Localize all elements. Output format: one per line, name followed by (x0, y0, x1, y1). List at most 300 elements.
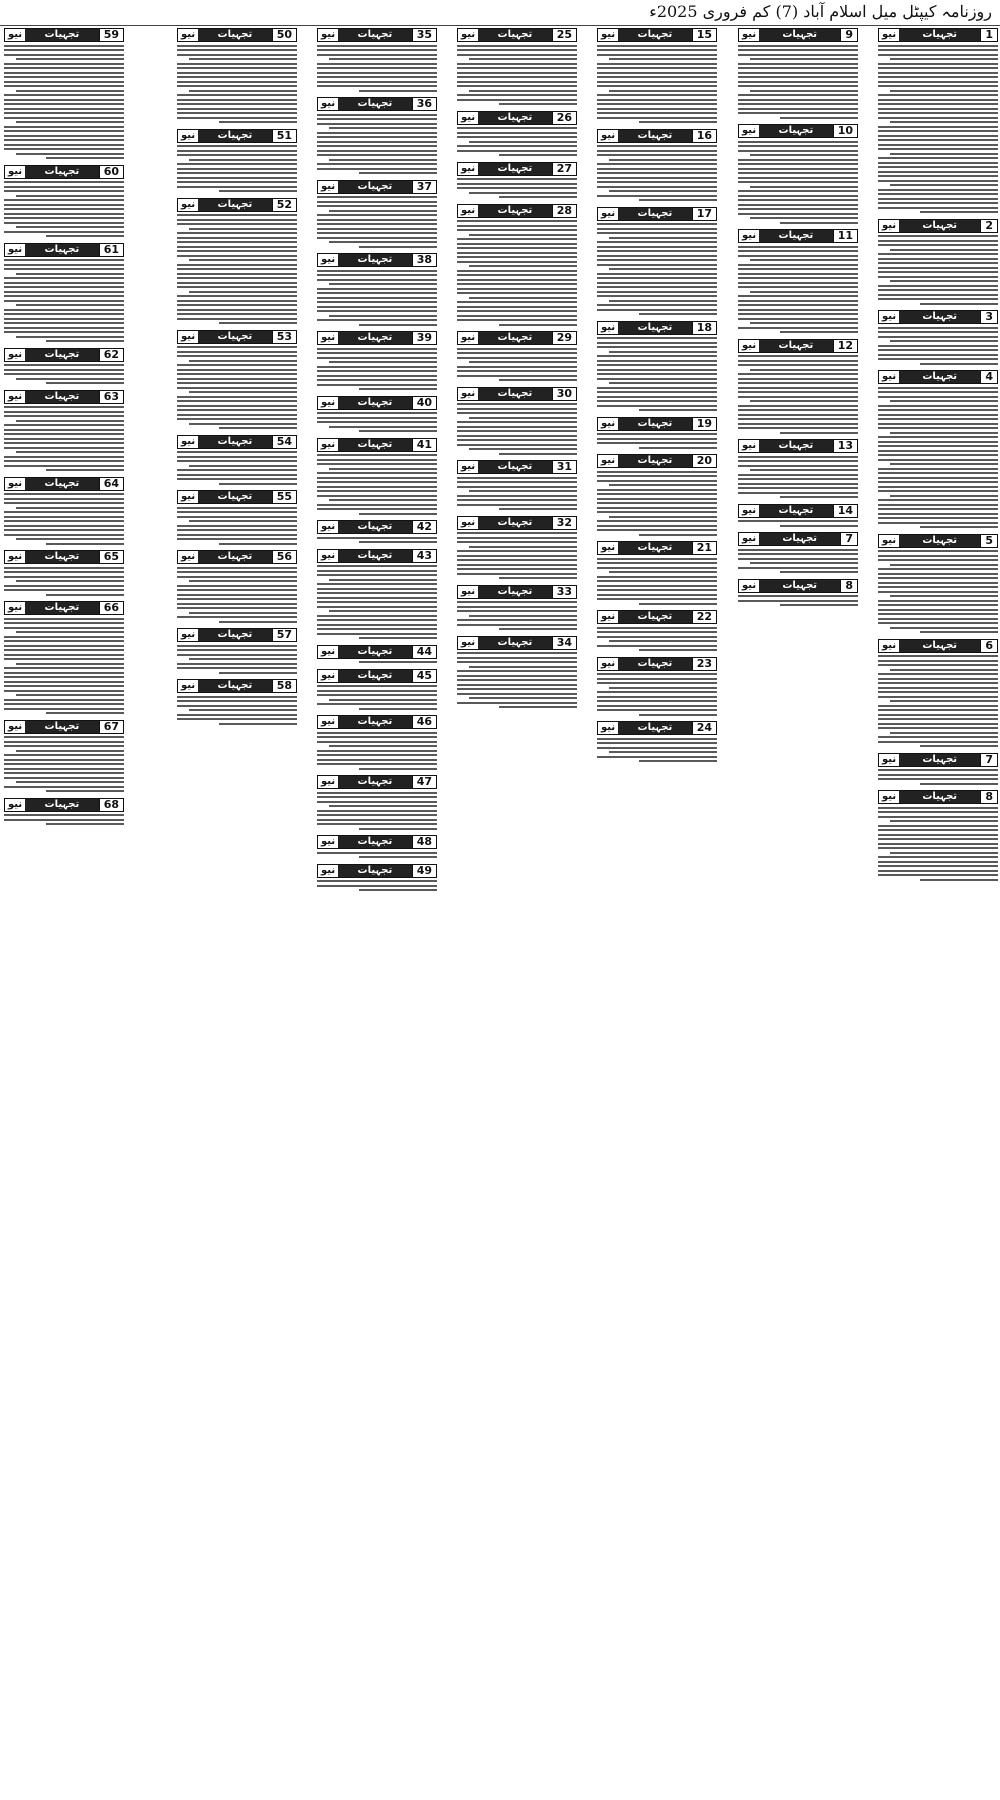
news-item-body (317, 267, 437, 328)
text-line (189, 58, 297, 60)
text-line (597, 585, 717, 587)
text-line (738, 600, 858, 602)
text-line (878, 472, 998, 474)
text-line (499, 324, 577, 326)
news-item-label: تجہیات (198, 680, 272, 692)
text-line (189, 259, 297, 261)
news-item-body (597, 624, 717, 654)
text-line (4, 204, 124, 206)
news-item-tag: نیو (458, 112, 478, 124)
text-line (597, 558, 717, 560)
news-item-tag: نیو (318, 670, 338, 682)
news-item (317, 253, 437, 328)
news-item-number: 37 (412, 181, 436, 193)
text-line (750, 400, 858, 402)
text-line (738, 190, 858, 192)
news-item (177, 198, 297, 327)
news-item-label: تجہیات (25, 602, 99, 614)
text-line (4, 186, 124, 188)
news-item-number: 18 (692, 322, 716, 334)
news-item-label: تجہیات (338, 646, 412, 658)
text-line (4, 667, 124, 669)
text-line (457, 619, 577, 621)
news-item-tag: نیو (598, 455, 618, 467)
text-line (317, 232, 437, 234)
text-line (4, 819, 124, 821)
text-line (890, 463, 998, 465)
news-item-number: 3 (980, 311, 997, 323)
text-line (177, 378, 297, 380)
news-item-tag: نیو (318, 332, 338, 344)
text-line (317, 301, 437, 303)
text-line (457, 564, 577, 566)
text-line (738, 300, 858, 302)
text-line (457, 375, 577, 377)
text-line (359, 246, 437, 248)
text-line (878, 741, 998, 743)
news-item-header (4, 550, 124, 564)
news-item-tag: نیو (879, 535, 899, 547)
news-item-number: 6 (980, 640, 997, 652)
text-line (189, 423, 297, 425)
text-line (597, 480, 717, 482)
news-item-number: 45 (412, 670, 436, 682)
text-line (177, 163, 297, 165)
text-line (639, 714, 717, 716)
news-item-header (4, 243, 124, 257)
text-line (457, 220, 577, 222)
text-line (780, 571, 858, 573)
text-line (329, 745, 437, 747)
text-line (177, 300, 297, 302)
text-line (597, 489, 717, 491)
text-line (4, 373, 124, 375)
text-line (878, 445, 998, 447)
text-line (890, 58, 998, 60)
text-line (329, 468, 437, 470)
text-line (177, 571, 297, 573)
text-line (219, 543, 297, 545)
text-line (4, 313, 124, 315)
text-line (469, 297, 577, 299)
text-line (878, 829, 998, 831)
text-line (4, 456, 124, 458)
text-line (317, 685, 437, 687)
text-line (177, 405, 297, 407)
text-line (878, 682, 998, 684)
text-line (4, 433, 124, 435)
news-item (317, 775, 437, 832)
text-line (457, 315, 577, 317)
text-line (177, 241, 297, 243)
text-line (177, 478, 297, 480)
news-item (878, 370, 998, 531)
text-line (16, 336, 124, 338)
text-line (177, 469, 297, 471)
news-item-label: تجہیات (618, 658, 692, 670)
text-line (469, 234, 577, 236)
text-line (177, 255, 297, 257)
news-item-header (457, 204, 577, 218)
news-item-tag: نیو (318, 716, 338, 728)
text-line (750, 259, 858, 261)
news-item-label: تجہیات (759, 440, 833, 452)
text-line (457, 675, 577, 677)
news-item-label: تجہیات (478, 517, 552, 529)
news-item-body (317, 534, 437, 546)
news-item-body (317, 345, 437, 393)
text-line (4, 685, 124, 687)
text-line (457, 430, 577, 432)
text-line (878, 856, 998, 858)
news-item-tag: نیو (178, 629, 198, 641)
text-line (597, 378, 717, 380)
text-line (457, 238, 577, 240)
text-line (46, 157, 124, 159)
news-item-tag: نیو (5, 551, 25, 563)
news-item-number: 64 (99, 478, 123, 490)
text-line (597, 493, 717, 495)
text-line (317, 801, 437, 803)
text-line (177, 396, 297, 398)
text-line (597, 678, 717, 680)
text-line (4, 286, 124, 288)
text-line (738, 558, 858, 560)
text-line (317, 76, 437, 78)
news-item-number: 16 (692, 130, 716, 142)
text-line (920, 211, 998, 213)
text-line (177, 667, 297, 669)
text-line (609, 237, 717, 239)
news-item-header (177, 435, 297, 449)
text-line (878, 655, 998, 657)
text-line (4, 49, 124, 51)
text-line (878, 409, 998, 411)
news-item-label: تجہیات (618, 455, 692, 467)
text-line (177, 264, 297, 266)
text-line (16, 781, 124, 783)
text-line (878, 427, 998, 429)
news-item-tag: نیو (458, 637, 478, 649)
text-line (597, 405, 717, 407)
text-line (4, 649, 124, 651)
news-item-header (597, 657, 717, 671)
text-line (317, 81, 437, 83)
text-line (878, 582, 998, 584)
text-line (317, 628, 437, 630)
text-line (317, 352, 437, 354)
news-item-body (317, 683, 437, 713)
text-line (738, 405, 858, 407)
text-line (4, 534, 124, 536)
text-line (878, 45, 998, 47)
text-line (457, 274, 577, 276)
news-item-label: تجہیات (899, 791, 980, 803)
text-line (317, 472, 437, 474)
text-line (189, 658, 297, 660)
text-line (878, 838, 998, 840)
text-line (738, 72, 858, 74)
text-line (878, 85, 998, 87)
text-line (4, 117, 124, 119)
text-line (317, 421, 437, 423)
text-line (878, 148, 998, 150)
text-line (317, 763, 437, 765)
text-line (177, 76, 297, 78)
news-item-header (317, 669, 437, 683)
news-item-label: تجہیات (25, 478, 99, 490)
text-line (738, 487, 858, 489)
text-line (890, 732, 998, 734)
news-item-number: 46 (412, 716, 436, 728)
text-line (738, 282, 858, 284)
text-line (177, 45, 297, 47)
news-item-header (738, 439, 858, 453)
news-item-body (4, 257, 124, 345)
news-item (738, 579, 858, 609)
news-item-header (597, 454, 717, 468)
news-item-number: 12 (833, 340, 857, 352)
text-line (4, 576, 124, 578)
text-line (738, 483, 858, 485)
news-item-tag: نیو (5, 166, 25, 178)
text-line (750, 562, 858, 564)
text-line (597, 246, 717, 248)
text-line (878, 139, 998, 141)
text-line (177, 598, 297, 600)
text-line (878, 354, 998, 356)
text-line (878, 207, 998, 209)
text-line (597, 295, 717, 297)
text-line (16, 631, 124, 633)
news-item (457, 162, 577, 201)
text-line (317, 583, 437, 585)
news-item-body (4, 734, 124, 795)
text-line (878, 117, 998, 119)
text-line (878, 418, 998, 420)
text-line (738, 373, 858, 375)
text-line (738, 378, 858, 380)
news-item-tag: نیو (598, 322, 618, 334)
text-line (457, 532, 577, 534)
news-item-body (317, 878, 437, 894)
text-line (359, 388, 437, 390)
text-line (878, 112, 998, 114)
text-line (738, 549, 858, 551)
text-line (597, 507, 717, 509)
text-line (317, 759, 437, 761)
text-line (469, 448, 577, 450)
text-line (359, 889, 437, 891)
news-item-tag: نیو (178, 436, 198, 448)
text-line (639, 313, 717, 315)
news-item-body (738, 243, 858, 336)
text-line (4, 309, 124, 311)
text-line (597, 250, 717, 252)
text-line (4, 465, 124, 467)
news-item-number: 63 (99, 391, 123, 403)
text-line (878, 622, 998, 624)
text-line (4, 268, 124, 270)
text-line (878, 349, 998, 351)
text-line (878, 336, 998, 338)
text-line (457, 288, 577, 290)
news-item-header (878, 310, 998, 324)
news-item (878, 28, 998, 216)
news-item-label: تجہیات (198, 199, 272, 211)
text-line (177, 607, 297, 609)
news-item (177, 490, 297, 547)
text-line (597, 72, 717, 74)
news-item-number: 48 (412, 836, 436, 848)
news-item-label: تجہیات (198, 436, 272, 448)
text-line (738, 304, 858, 306)
text-line (4, 126, 124, 128)
text-line (177, 538, 297, 540)
text-line (4, 745, 124, 747)
text-line (359, 856, 437, 858)
text-line (317, 819, 437, 821)
news-item-body (457, 176, 577, 201)
text-line (890, 432, 998, 434)
text-line (878, 577, 998, 579)
text-line (738, 63, 858, 65)
text-line (878, 499, 998, 501)
text-line (329, 610, 437, 612)
text-line (457, 247, 577, 249)
text-line (317, 412, 437, 414)
news-item-body (878, 804, 998, 883)
text-line (469, 265, 577, 267)
news-item-header (317, 253, 437, 267)
news-item-tag: نیو (5, 349, 25, 361)
news-item-label: تجہیات (759, 29, 840, 41)
text-line (878, 660, 998, 662)
news-item-tag: نیو (458, 29, 478, 41)
text-line (317, 288, 437, 290)
text-line (597, 709, 717, 711)
text-line (317, 85, 437, 87)
news-item-number: 42 (412, 521, 436, 533)
text-line (469, 666, 577, 668)
news-item-label: تجہیات (478, 332, 552, 344)
news-item-body (4, 812, 124, 828)
news-item-tag: نیو (598, 29, 618, 41)
news-item (317, 835, 437, 861)
text-line (359, 430, 437, 432)
text-line (317, 736, 437, 738)
text-line (738, 195, 858, 197)
news-item-label: تجہیات (618, 322, 692, 334)
text-line (878, 816, 998, 818)
text-line (219, 121, 297, 123)
news-item-body (317, 789, 437, 832)
text-line (469, 361, 577, 363)
news-item-label: تجہیات (618, 130, 692, 142)
text-line (359, 541, 437, 543)
news-item-body (878, 324, 998, 367)
news-item-body (738, 353, 858, 437)
text-line (499, 196, 577, 198)
text-line (890, 153, 998, 155)
news-item-body (738, 138, 858, 226)
news-item-header (4, 348, 124, 362)
text-line (738, 465, 858, 467)
news-item-tag: نیو (178, 331, 198, 343)
text-line (609, 751, 717, 753)
text-line (177, 219, 297, 221)
text-line (738, 103, 858, 105)
text-line (317, 810, 437, 812)
text-line (597, 223, 717, 225)
text-line (177, 507, 297, 509)
text-line (177, 94, 297, 96)
news-item-number: 59 (99, 29, 123, 41)
news-item-label: تجہیات (899, 754, 980, 766)
text-line (878, 843, 998, 845)
text-line (597, 286, 717, 288)
text-line (457, 256, 577, 258)
text-line (457, 283, 577, 285)
text-line (457, 63, 577, 65)
news-item-label: تجہیات (759, 340, 833, 352)
text-line (878, 175, 998, 177)
text-line (878, 490, 998, 492)
news-item-body (878, 548, 998, 636)
news-item-header (177, 28, 297, 42)
text-line (4, 181, 124, 183)
text-line (878, 414, 998, 416)
news-item-header (4, 390, 124, 404)
text-line (597, 360, 717, 362)
text-line (878, 130, 998, 132)
text-line (457, 76, 577, 78)
text-line (609, 190, 717, 192)
news-item-label: تجہیات (338, 670, 412, 682)
news-item-tag: نیو (739, 340, 759, 352)
text-line (4, 736, 124, 738)
news-column (597, 28, 717, 1798)
news-item (4, 550, 124, 598)
text-line (597, 742, 717, 744)
news-item (177, 330, 297, 432)
text-line (597, 682, 717, 684)
news-item (317, 715, 437, 772)
text-line (878, 331, 998, 333)
text-line (457, 54, 577, 56)
news-item-body (317, 452, 437, 518)
text-line (499, 154, 577, 156)
text-line (878, 874, 998, 876)
text-line (457, 279, 577, 281)
text-line (738, 163, 858, 165)
text-line (4, 103, 124, 105)
text-line (878, 358, 998, 360)
text-line (4, 741, 124, 743)
text-line (597, 337, 717, 339)
text-line (750, 217, 858, 219)
text-line (750, 322, 858, 324)
text-line (457, 178, 577, 180)
news-item-body (738, 518, 858, 530)
text-line (4, 406, 124, 408)
text-line (738, 250, 858, 252)
news-item-number: 1 (980, 29, 997, 41)
text-line (738, 181, 858, 183)
text-line (4, 264, 124, 266)
text-line (609, 571, 717, 573)
text-line (738, 520, 858, 522)
